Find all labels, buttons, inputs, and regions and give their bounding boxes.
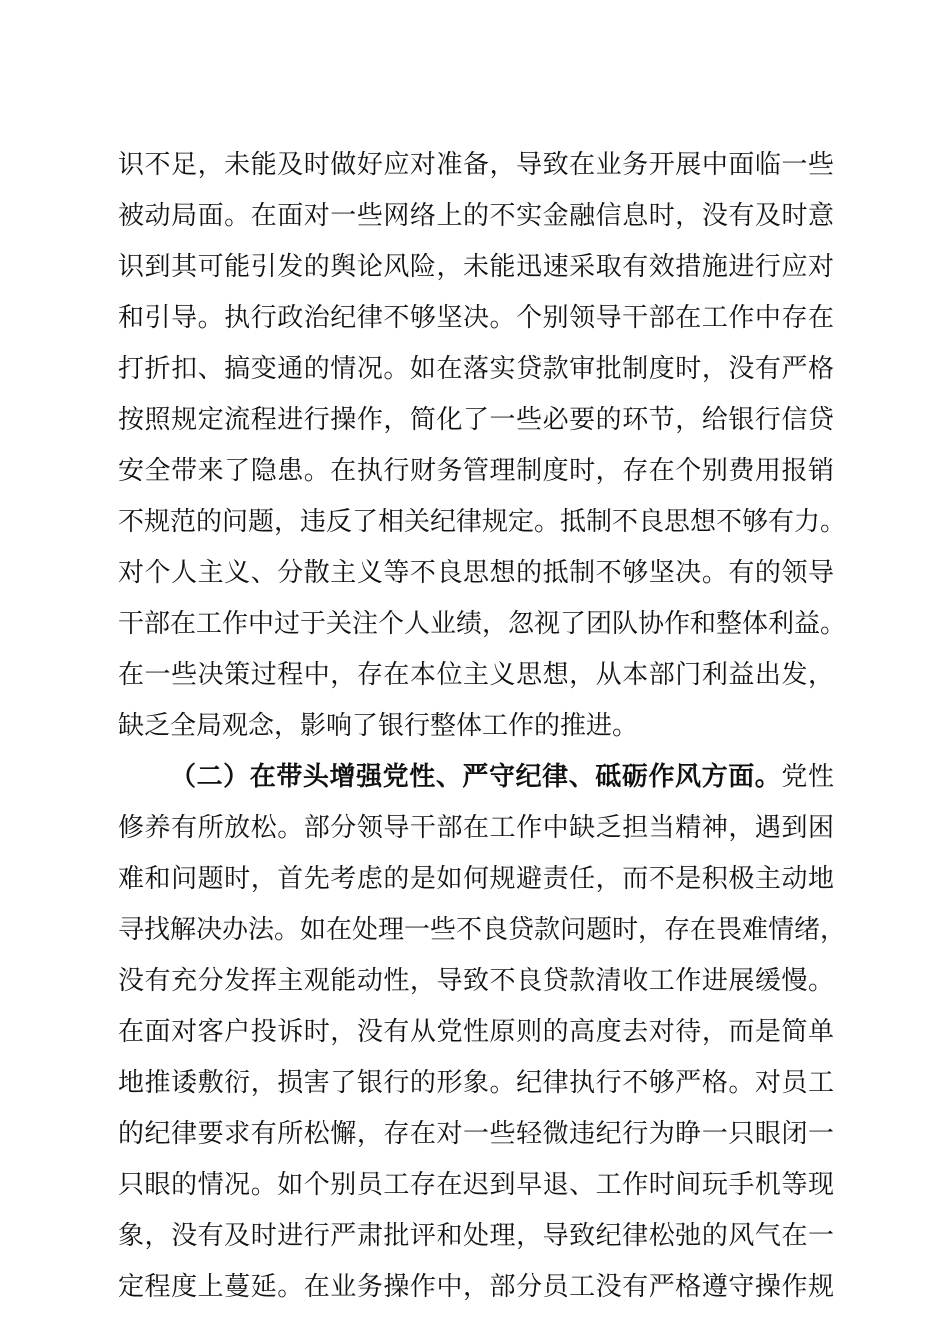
body-text [118,140,847,1313]
paragraph-2-line-6: 在面对客户投诉时，没有从党性原则的高度去对待，而是简单 [118,1017,834,1047]
paragraph-1-line-1: 识不足，未能及时做好应对准备，导致在业务开展中面临一些 [118,150,834,180]
paragraph-2-line-7: 地推诿敷衍，损害了银行的形象。纪律执行不够严格。对员工 [118,1068,834,1098]
paragraph-1-line-11: 在一些决策过程中，存在本位主义思想，从本部门利益出发， [118,660,834,690]
paragraph-1-line-8: 不规范的问题，违反了相关纪律规定。抵制不良思想不够有力。 [118,507,847,537]
paragraph-2-line-2: 修养有所放松。部分领导干部在工作中缺乏担当精神，遇到困 [118,813,834,843]
paragraph-2-line-3: 难和问题时，首先考虑的是如何规避责任，而不是积极主动地 [118,864,834,894]
paragraph-1-line-6: 按照规定流程进行操作，简化了一些必要的环节，给银行信贷 [118,405,834,435]
paragraph-2-line-11: 定程度上蔓延。在业务操作中，部分员工没有严格遵守操作规 [118,1272,834,1302]
paragraph-1-line-10: 干部在工作中过于关注个人业绩，忽视了团队协作和整体利益。 [118,609,847,639]
section-heading: （二）在带头增强党性、严守纪律、砥砺作风方面。 [170,762,782,792]
paragraph-1-line-5: 打折扣、搞变通的情况。如在落实贷款审批制度时，没有严格 [118,354,834,384]
paragraph-1-line-9: 对个人主义、分散主义等不良思想的抵制不够坚决。有的领导 [118,558,834,588]
paragraph-2-line-5: 没有充分发挥主观能动性，导致不良贷款清收工作进展缓慢。 [118,966,834,996]
paragraph-2-line-9: 只眼的情况。如个别员工存在迟到早退、工作时间玩手机等现 [118,1170,834,1200]
paragraph-1-line-4: 和引导。执行政治纪律不够坚决。个别领导干部在工作中存在 [118,303,834,333]
paragraph-2-line-8: 的纪律要求有所松懈，存在对一些轻微违纪行为睁一只眼闭一 [118,1119,834,1149]
paragraph-2-first-line-rest: 党性 [781,762,834,792]
paragraph-2-line-10: 象，没有及时进行严肃批评和处理，导致纪律松弛的风气在一 [118,1221,834,1251]
paragraph-2-line-4: 寻找解决办法。如在处理一些不良贷款问题时，存在畏难情绪， [118,915,847,945]
paragraph-1-line-7: 安全带来了隐患。在执行财务管理制度时，存在个别费用报销 [118,456,834,486]
paragraph-1-line-2: 被动局面。在面对一些网络上的不实金融信息时，没有及时意 [118,201,834,231]
paragraph-1-line-12: 缺乏全局观念，影响了银行整体工作的推进。 [118,711,639,741]
paragraph-1-line-3: 识到其可能引发的舆论风险，未能迅速采取有效措施进行应对 [118,252,834,282]
paragraph-2-first-line [118,752,834,803]
